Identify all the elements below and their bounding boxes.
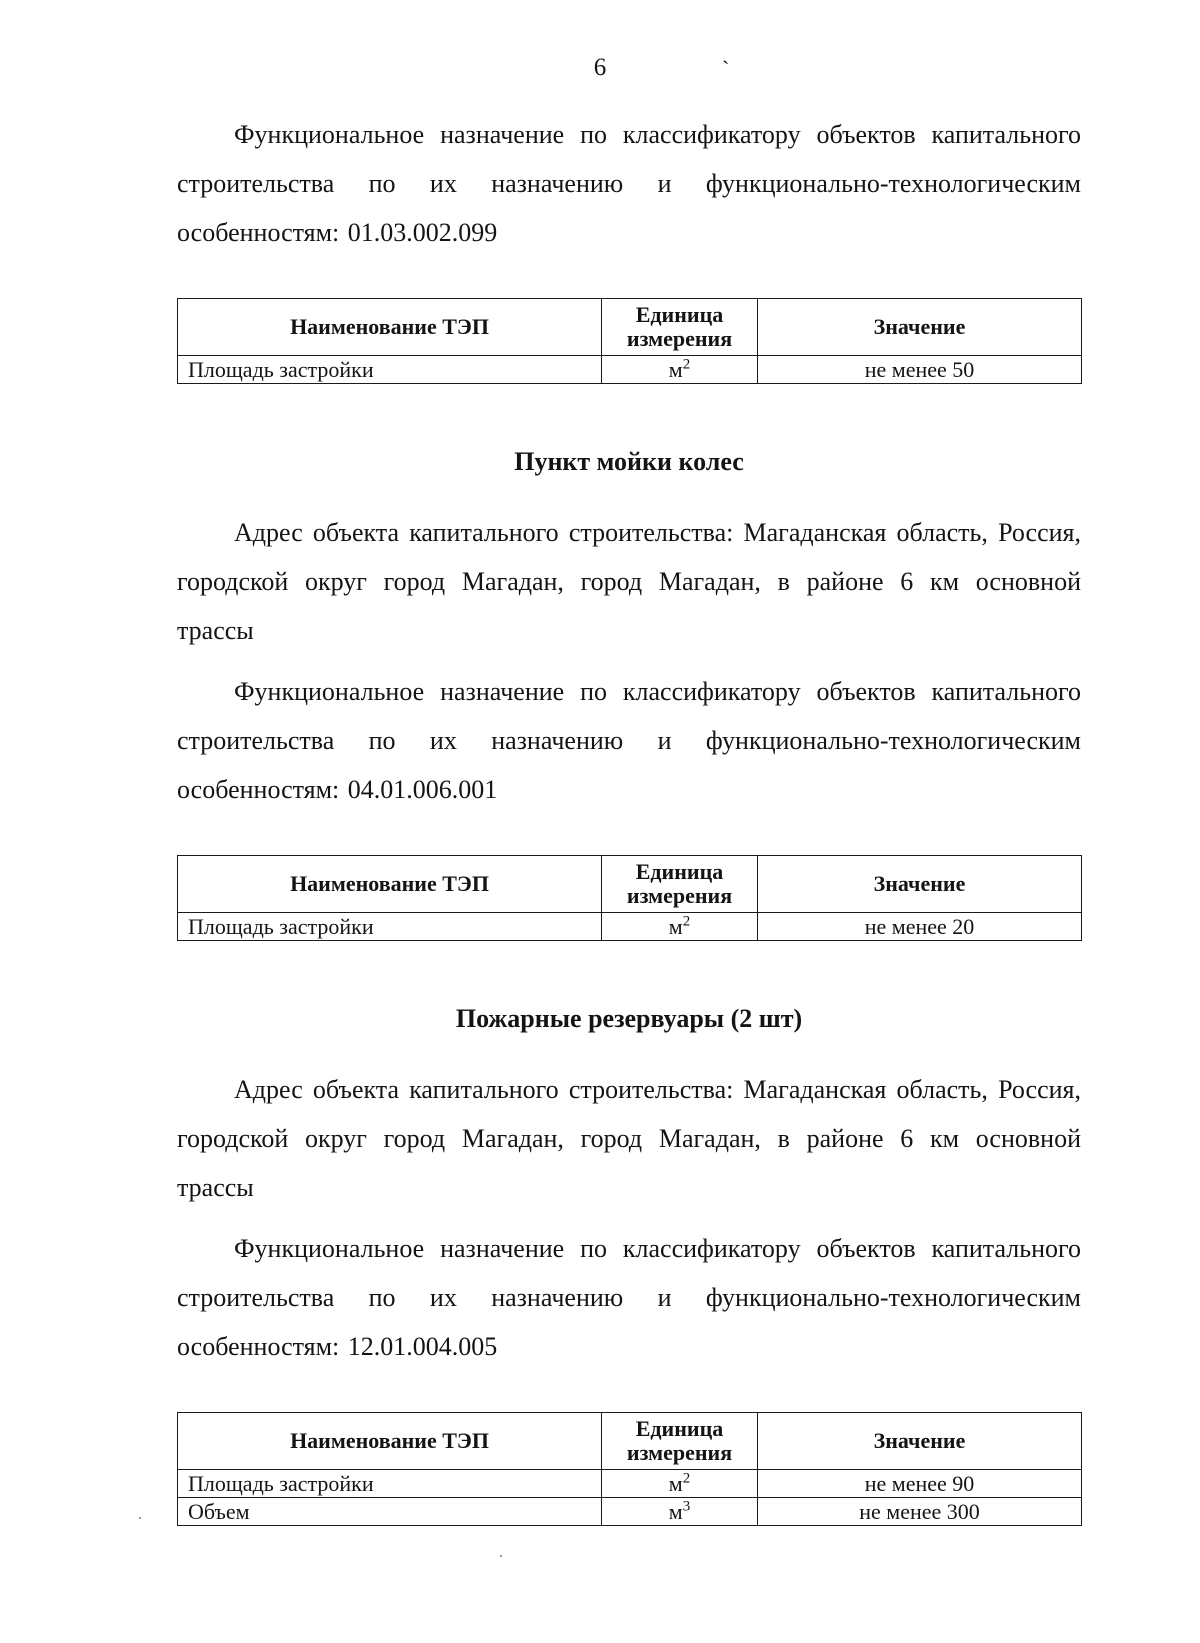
header-value: Значение [758,856,1082,913]
cell-indicator-name: Объем [178,1498,602,1526]
cell-unit [602,913,758,941]
address-paragraph: Адрес объекта капитального строительства: Магаданская область, Россия, городской округ город Магадан, город Магадан, в районе 6 км основной трассы [177,518,1081,645]
cell-unit [602,1498,758,1526]
function-paragraph: Функциональное назначение по классификатору объектов капитального строительства по их назначению и функционально-технологическим особенностям: 01.03.002.099 [177,120,1081,247]
header-unit: Единица измерения [602,299,758,356]
section-heading: Пожарные резервуары (2 шт) [455,1004,803,1033]
header-name: Наименование ТЭП [178,856,602,913]
cell-value: не менее 20 [758,913,1082,941]
cell-value: не менее 50 [758,356,1082,384]
stray-mark: ` [722,56,730,81]
unit-base: м [668,1499,683,1524]
unit-exponent: 3 [682,1498,691,1515]
cell-indicator-name: Площадь застройки [178,1470,602,1498]
address-paragraph: Адрес объекта капитального строительства: Магаданская область, Россия, городской округ город Магадан, город Магадан, в районе 6 км основной трассы [177,1075,1081,1202]
scan-speck [500,1555,502,1557]
table-row [178,913,1082,941]
tep-table [177,298,1082,384]
header-name: Наименование ТЭП [178,1413,602,1470]
object-block-fire-reservoirs [177,1003,1081,1526]
table-row [178,356,1082,384]
scan-speck [139,1517,141,1519]
page-content [177,110,1081,1588]
header-name: Наименование ТЭП [178,299,602,356]
table-row [178,1498,1082,1526]
cell-indicator-name: Площадь застройки [178,356,602,384]
header-value: Значение [758,1413,1082,1470]
tep-table [177,855,1082,941]
tep-table-header-row [178,299,1082,356]
function-paragraph: Функциональное назначение по классификатору объектов капитального строительства по их назначению и функционально-технологическим особенностям: 04.01.006.001 [177,677,1081,804]
unit-exponent: 2 [682,1470,691,1487]
header-unit: Единица измерения [602,856,758,913]
cell-unit [602,356,758,384]
unit-exponent: 2 [682,913,691,930]
tep-table-header-row [178,856,1082,913]
tep-table-header-row [178,1413,1082,1470]
cell-indicator-name: Площадь застройки [178,913,602,941]
unit-base: м [668,914,683,939]
page-number: 6 [593,54,607,81]
unit-base: м [668,1471,683,1496]
section-heading: Пункт мойки колес [514,447,744,476]
unit-exponent: 2 [682,356,691,373]
tep-table [177,1412,1082,1526]
table-row [178,1470,1082,1498]
object-block-classifier [177,110,1081,384]
cell-unit [602,1470,758,1498]
header-unit: Единица измерения [602,1413,758,1470]
unit-base: м [668,357,683,382]
function-paragraph: Функциональное назначение по классификатору объектов капитального строительства по их назначению и функционально-технологическим особенностям: 12.01.004.005 [177,1234,1081,1361]
cell-value: не менее 90 [758,1470,1082,1498]
object-block-wheel-wash [177,446,1081,941]
header-value: Значение [758,299,1082,356]
cell-value: не менее 300 [758,1498,1082,1526]
